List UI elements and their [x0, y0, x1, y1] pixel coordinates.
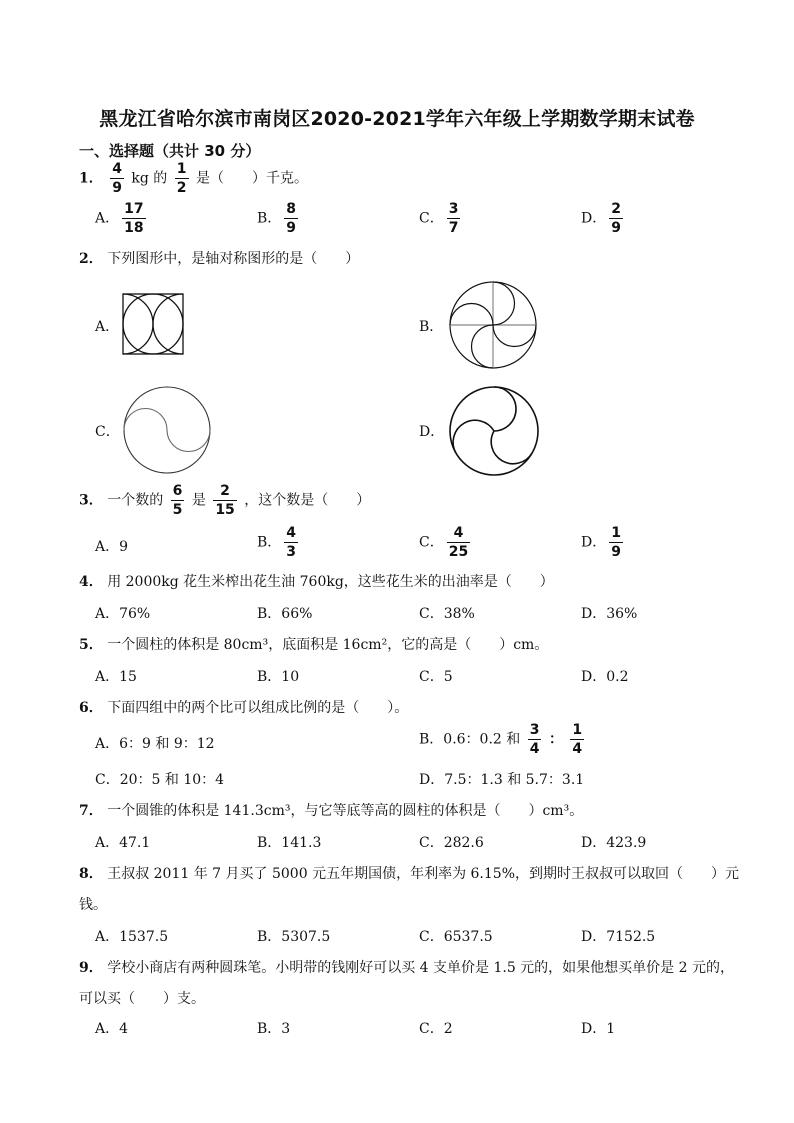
question-number: 2． — [79, 251, 103, 267]
question-text: kg 的 — [131, 170, 168, 187]
option-c[interactable]: C． $\frac{4}{25}$ — [419, 525, 469, 560]
figure-c-yin-yang-curve[interactable] — [122, 385, 212, 475]
question-3 — [79, 484, 370, 517]
fraction: $\frac{2}{15}$ — [215, 483, 235, 518]
option-c-label[interactable]: C． — [95, 424, 120, 440]
question-text: 用 2000kg 花生米榨出花生油 760kg，这些花生米的出油率是（ ） — [107, 574, 554, 590]
option-b[interactable]: B．3 — [257, 1021, 291, 1037]
option-b[interactable]: B．0.6：0.2 和 $\frac{3}{4}$ ： $\frac{1}{4}$ — [419, 722, 583, 757]
option-a-label[interactable]: A． — [95, 319, 120, 335]
option-a[interactable]: A．47.1 — [95, 835, 151, 851]
fraction: $\frac{1}{2}$ — [176, 161, 187, 196]
question-1 — [79, 162, 308, 195]
option-b[interactable]: B．10 — [257, 669, 300, 685]
question-7 — [79, 800, 583, 820]
question-2 — [79, 248, 359, 268]
question-text: 是 — [191, 492, 206, 509]
option-c[interactable]: C．6537.5 — [419, 929, 493, 945]
question-text: 王叔叔 2011 年 7 月买了 5000 元五年期国债，年利率为 6.15%，到期时王叔叔可以取回（ ）元 — [107, 866, 739, 882]
option-b[interactable]: B．141.3 — [257, 835, 322, 851]
option-a[interactable]: A．1537.5 — [95, 929, 169, 945]
question-8 — [79, 863, 739, 883]
option-d[interactable]: D．0.2 — [581, 669, 629, 685]
option-c[interactable]: C．5 — [419, 669, 453, 685]
option-c[interactable]: C．2 — [419, 1021, 453, 1037]
page-title: 黑龙江省哈尔滨市南岗区2020-2021学年六年级上学期数学期末试卷 — [99, 108, 695, 130]
option-d[interactable]: D．36% — [581, 606, 638, 622]
question-9-continued: 可以买（ ）支。 — [79, 991, 205, 1007]
option-c[interactable]: C． $\frac{3}{7}$ — [419, 201, 459, 236]
question-text: 一个圆锥的体积是 141.3cm³，与它等底等高的圆柱的体积是（ ）cm³。 — [107, 803, 584, 819]
option-d[interactable]: D． $\frac{2}{9}$ — [581, 201, 621, 236]
option-d-label[interactable]: D． — [419, 424, 445, 440]
question-text: 一个圆柱的体积是 80cm³，底面积是 16cm²，它的高是（ ）cm。 — [107, 637, 549, 653]
option-c[interactable]: C．38% — [419, 606, 475, 622]
option-b[interactable]: B． $\frac{8}{9}$ — [257, 201, 297, 236]
question-number: 3． — [79, 492, 103, 509]
question-number: 4． — [79, 574, 103, 590]
option-b[interactable]: B．5307.5 — [257, 929, 331, 945]
question-9 — [79, 957, 734, 977]
figure-b-circle-pinwheel[interactable] — [448, 280, 538, 370]
question-4 — [79, 571, 554, 591]
question-5 — [79, 634, 548, 654]
question-text: 下列图形中，是轴对称图形的是（ ） — [107, 251, 360, 267]
option-b[interactable]: B．66% — [257, 606, 313, 622]
figure-a-square-petals[interactable] — [121, 292, 185, 356]
question-6 — [79, 697, 408, 717]
option-c[interactable]: C．282.6 — [419, 835, 484, 851]
fraction: $\frac{6}{5}$ — [172, 483, 183, 518]
question-number: 6． — [79, 700, 103, 716]
figure-d-triskelion[interactable] — [448, 385, 540, 477]
question-8-continued: 钱。 — [79, 897, 107, 913]
option-b-label[interactable]: B． — [419, 319, 444, 335]
option-d[interactable]: D．7.5：1.3 和 5.7：3.1 — [419, 772, 585, 788]
question-text: 学校小商店有两种圆珠笔。小明带的钱刚好可以买 4 支单价是 1.5 元的，如果他想买单价是 2 元的， — [107, 960, 734, 976]
fraction: $\frac{4}{9}$ — [112, 161, 122, 196]
question-text: ，这个数是（ ） — [244, 492, 371, 509]
question-number: 1． — [79, 170, 103, 187]
question-number: 7． — [79, 803, 103, 819]
option-d[interactable]: D． $\frac{1}{9}$ — [581, 525, 621, 560]
option-a[interactable]: A．15 — [95, 669, 137, 685]
question-text: 下面四组中的两个比可以组成比例的是（ ）。 — [107, 700, 409, 716]
option-d[interactable]: D．1 — [581, 1021, 616, 1037]
question-text: 一个数的 — [107, 492, 164, 509]
option-d[interactable]: D．7152.5 — [581, 929, 656, 945]
section-heading: 一、选择题（共计 30 分） — [79, 142, 261, 160]
question-number: 8． — [79, 866, 103, 882]
question-number: 9． — [79, 960, 103, 976]
question-number: 5． — [79, 637, 103, 653]
option-c[interactable]: C．20：5 和 10：4 — [95, 772, 225, 788]
option-a[interactable]: A． $\frac{17}{18}$ — [95, 201, 144, 236]
option-a[interactable]: A．76% — [95, 606, 151, 622]
option-b[interactable]: B． $\frac{4}{3}$ — [257, 525, 297, 560]
question-text: 是（ ）千克。 — [195, 170, 308, 187]
option-d[interactable]: D．423.9 — [581, 835, 647, 851]
option-a[interactable]: A．4 — [95, 1021, 129, 1037]
option-a[interactable]: A．9 — [95, 539, 129, 555]
option-a[interactable]: A．6：9 和 9：12 — [95, 736, 215, 752]
